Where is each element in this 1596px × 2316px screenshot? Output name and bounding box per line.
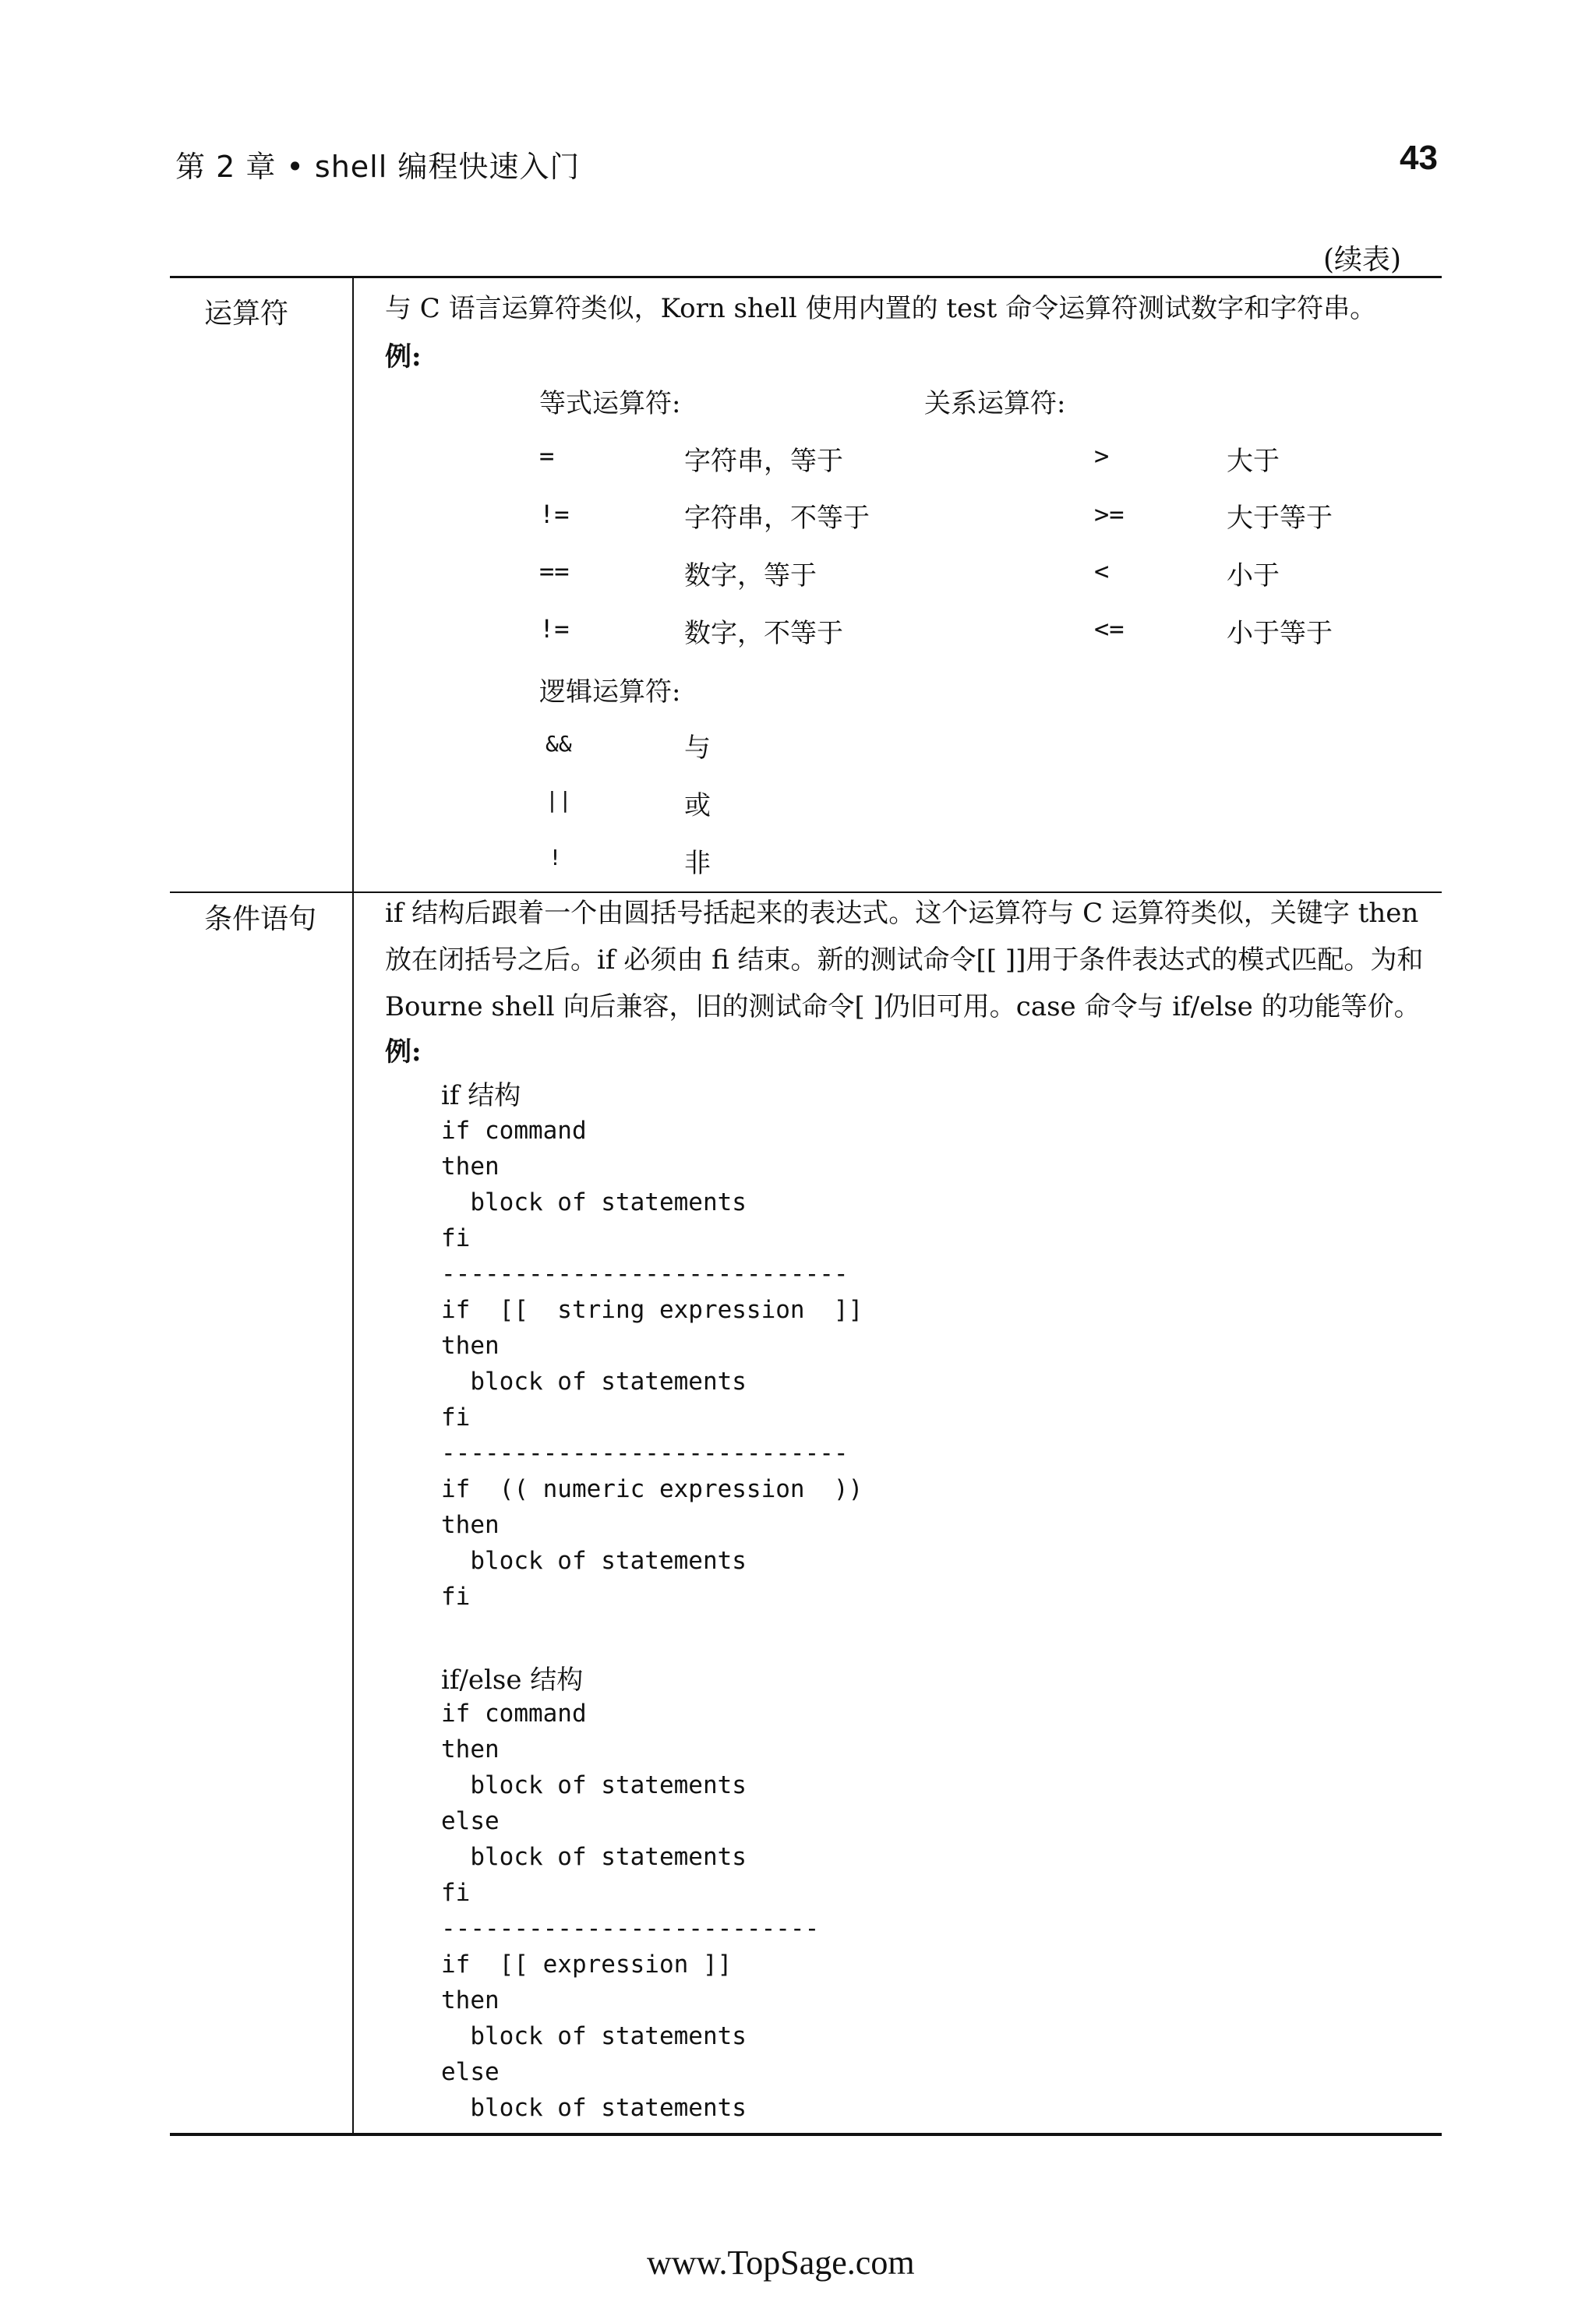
if-code-block: if command then block of statements fi ---------------------------- if [[ string expression ]] then block of statements fi ---------------------------- if (( numeric expression )) then block of statements fi bbox=[441, 1117, 863, 1611]
continued-note: (续表) bbox=[1323, 244, 1402, 276]
row-label-operators: 运算符 bbox=[204, 298, 289, 330]
operator-symbol: && bbox=[546, 731, 572, 757]
operator-meaning: 小于等于 bbox=[1227, 618, 1333, 649]
operator-symbol: = bbox=[539, 441, 555, 471]
operator-meaning: 大于 bbox=[1227, 446, 1280, 477]
page-number: 43 bbox=[1400, 139, 1438, 177]
conditionals-description: if 结构后跟着一个由圆括号括起来的表达式。这个运算符与 C 运算符类似，关键字 then 放在闭括号之后。if 必须由 fi 结束。新的测试命令[[ ]]用于条件表达式的模式匹配。为和 Bourne shell 向后兼容，旧的测试命令[ ]仍旧可用。case 命令与 if/else 的功能等价。 bbox=[385, 898, 1424, 1022]
operator-symbol: < bbox=[1094, 556, 1110, 586]
operator-symbol: == bbox=[539, 556, 570, 586]
relational-operators-heading: 关系运算符: bbox=[924, 388, 1066, 419]
chapter-title: 第 2 章 • shell 编程快速入门 bbox=[175, 150, 581, 184]
operator-symbol: != bbox=[539, 614, 570, 644]
operator-meaning: 数字，等于 bbox=[684, 560, 817, 591]
logical-operators-heading: 逻辑运算符: bbox=[539, 676, 681, 708]
operator-symbol: != bbox=[539, 500, 570, 529]
operators-description: 与 C 语言运算符类似，Korn shell 使用内置的 test 命令运算符测试数字和字符串。 bbox=[385, 293, 1377, 324]
operator-meaning: 非 bbox=[684, 848, 711, 879]
footer-url: www.TopSage.com bbox=[647, 2244, 915, 2282]
example-label: 例: bbox=[385, 1036, 422, 1068]
table-column-divider bbox=[352, 278, 354, 2134]
operator-symbol: <= bbox=[1094, 614, 1125, 644]
table-bottom-rule bbox=[170, 2133, 1442, 2136]
operator-meaning: 大于等于 bbox=[1227, 503, 1333, 534]
operator-meaning: 小于 bbox=[1227, 560, 1280, 591]
operator-meaning: 或 bbox=[684, 790, 711, 821]
operator-meaning: 与 bbox=[684, 733, 711, 764]
operator-meaning: 字符串，不等于 bbox=[684, 503, 870, 534]
operator-meaning: 字符串，等于 bbox=[684, 446, 843, 477]
operator-symbol: || bbox=[546, 787, 572, 813]
equality-operators-heading: 等式运算符: bbox=[539, 388, 681, 419]
operator-symbol: >= bbox=[1094, 500, 1125, 529]
row-label-conditionals: 条件语句 bbox=[204, 903, 317, 935]
example-label: 例: bbox=[385, 341, 422, 372]
operator-symbol: > bbox=[1094, 441, 1110, 471]
ifelse-code-block: if command then block of statements else block of statements fi -------------------------- if [[ expression ]] then block of statements else block of statements bbox=[441, 1700, 820, 2122]
operator-meaning: 数字，不等于 bbox=[684, 618, 843, 649]
table-top-rule bbox=[170, 276, 1442, 278]
if-structure-heading: if 结构 bbox=[441, 1080, 521, 1111]
ifelse-structure-heading: if/else 结构 bbox=[441, 1665, 584, 1696]
operator-symbol: ! bbox=[549, 845, 562, 870]
